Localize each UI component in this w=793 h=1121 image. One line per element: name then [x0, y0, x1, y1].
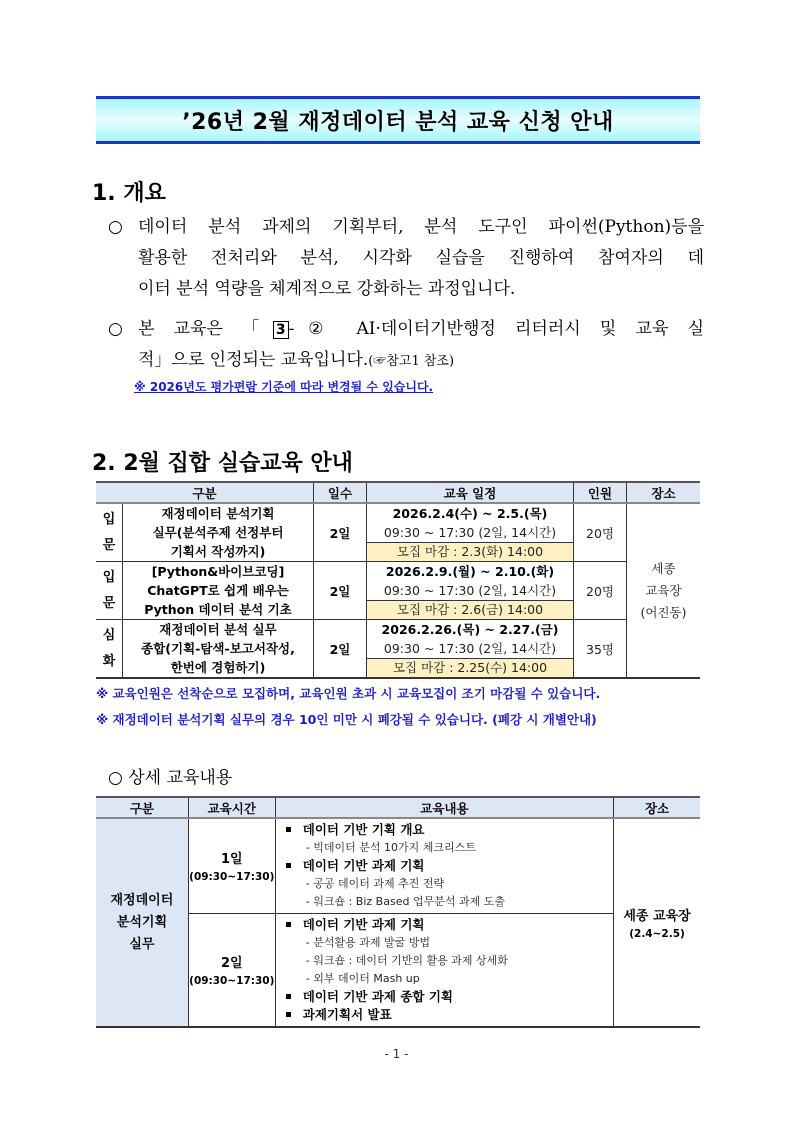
header-location: 장소 [614, 797, 700, 818]
header-capacity: 인원 [574, 482, 627, 503]
content-subitem: - 공공 데이터 과제 추진 전략 [305, 877, 445, 890]
content-subitem: - 워크숍 : Biz Based 업무분석 과제 도출 [305, 895, 505, 908]
overview-line-1: 데이터 분석 과제의 기획부터, 분석 도구인 파이썬(Python)등을 [138, 217, 704, 237]
detail-location: 세종 교육장 (2.4~2.5) [614, 818, 700, 1027]
content-item: 데이터 기반 기획 개요 [284, 821, 613, 839]
header-content: 교육내용 [275, 797, 613, 818]
square-bullet-icon [286, 922, 291, 927]
header-time: 교육시간 [188, 797, 275, 818]
content-item: 데이터 기반 과제 종합 기획 [284, 988, 613, 1006]
recognition-line-2: 적」으로 인정되는 교육입니다.(☞참고1 참조) [138, 350, 455, 370]
detail-subheading: ○ 상세 교육내용 [108, 768, 233, 788]
course-hours: 09:30 ~ 17:30 (2일, 14시간) [383, 583, 557, 598]
course-days: 2일 [314, 620, 367, 679]
course-level: 입 문 [96, 503, 123, 562]
course-date: 2026.2.4(수) ~ 2.5.(목) [392, 506, 548, 521]
recognition-line-1: 본 교육은 「 3 -② AI·데이터기반행정 리터러시 및 교육 실 [138, 319, 704, 339]
reference-note: (☞참고1 참조) [368, 354, 455, 369]
course-location: 세종 교육장 (어진동) [627, 503, 701, 678]
day-time: 1일 (09:30~17:30) [188, 818, 275, 914]
course-date: 2026.2.9.(월) ~ 2.10.(화) [385, 564, 555, 579]
overview-paragraph-2 [108, 314, 704, 376]
course-schedule [367, 562, 574, 620]
page-number: - 1 - [384, 1047, 409, 1061]
document-title-banner [96, 96, 700, 144]
content-item: 데이터 기반 과제 기획 [284, 916, 613, 934]
section1-heading: 1. 개요 [92, 181, 166, 206]
evaluation-note: ※ 2026년도 평가편람 기준에 따라 변경될 수 있습니다. [134, 380, 434, 394]
note-cancellation: ※ 재정데이터 분석기획 실무의 경우 10인 미만 시 폐강될 수 있습니다. (폐강 시 개별안내) [96, 712, 597, 727]
circle-bullet-icon: ○ [108, 217, 123, 237]
header-days: 일수 [314, 482, 367, 503]
square-bullet-icon [286, 994, 291, 999]
day-content [275, 818, 613, 914]
course-name: 재정데이터 분석 실무 종합(기획-탐색-보고서작성, 한번에 경험하기) [123, 620, 314, 679]
day-content [275, 914, 613, 1028]
table-row [96, 562, 700, 620]
registration-deadline: 모집 마감 : 2.6(금) 14:00 [367, 600, 573, 619]
course-name: 재정데이터 분석기획 실무(분석주제 선정부터 기획서 작성까지) [123, 503, 314, 562]
detail-category: 재정데이터 분석기획 실무 [96, 818, 188, 1027]
detail-curriculum-table [96, 796, 700, 1028]
course-date: 2026.2.26.(목) ~ 2.27.(금) [381, 622, 559, 637]
course-capacity: 20명 [574, 562, 627, 620]
overview-line-2: 활용한 전처리와 분석, 시각화 실습을 진행하여 참여자의 데 [138, 248, 704, 268]
course-hours: 09:30 ~ 17:30 (2일, 14시간) [383, 525, 557, 540]
course-name: [Python&바이브코딩] ChatGPT로 쉽게 배우는 Python 데이터 분석 기초 [123, 562, 314, 620]
table-row [96, 620, 700, 679]
table-row [96, 503, 700, 562]
overview-paragraph-1 [108, 212, 704, 305]
content-subitem: - 워크숍 : 데이터 기반의 활용 과제 상세화 [305, 954, 508, 967]
header-category: 구분 [96, 797, 188, 818]
square-bullet-icon [286, 1012, 291, 1017]
course-hours: 09:30 ~ 17:30 (2일, 14시간) [383, 641, 557, 656]
training-schedule-table [96, 481, 700, 679]
square-bullet-icon [286, 827, 291, 832]
course-level: 입 문 [96, 562, 123, 620]
circle-bullet-icon: ○ [108, 319, 123, 339]
course-days: 2일 [314, 562, 367, 620]
header-location: 장소 [627, 482, 701, 503]
course-schedule [367, 503, 574, 562]
course-schedule [367, 620, 574, 679]
boxed-number: 3 [273, 321, 289, 339]
table-header-row [96, 797, 700, 818]
overview-line-3: 이터 분석 역량을 체계적으로 강화하는 과정입니다. [138, 279, 516, 299]
registration-deadline: 모집 마감 : 2.25(수) 14:00 [367, 658, 573, 677]
content-subitem: - 분석활용 과제 발굴 방법 [305, 936, 430, 949]
content-subitem: - 외부 데이터 Mash up [305, 972, 420, 985]
header-schedule: 교육 일정 [367, 482, 574, 503]
course-level: 심 화 [96, 620, 123, 679]
table-row [96, 818, 700, 914]
header-category: 구분 [96, 482, 314, 503]
content-item: 데이터 기반 과제 기획 [284, 857, 613, 875]
content-subitem: - 빅데이터 분석 10가지 체크리스트 [305, 841, 476, 854]
note-first-come: ※ 교육인원은 선착순으로 모집하며, 교육인원 초과 시 교육모집이 조기 마감될 수 있습니다. [96, 686, 601, 701]
document-title: ’26년 2월 재정데이터 분석 교육 신청 안내 [182, 109, 614, 135]
course-capacity: 20명 [574, 503, 627, 562]
content-item: 과제기획서 발표 [284, 1006, 613, 1024]
square-bullet-icon [286, 863, 291, 868]
course-days: 2일 [314, 503, 367, 562]
day-time: 2일 (09:30~17:30) [188, 914, 275, 1028]
table-header-row [96, 482, 700, 503]
registration-deadline: 모집 마감 : 2.3(화) 14:00 [367, 542, 573, 561]
section2-heading: 2. 2월 집합 실습교육 안내 [92, 451, 353, 476]
course-capacity: 35명 [574, 620, 627, 679]
